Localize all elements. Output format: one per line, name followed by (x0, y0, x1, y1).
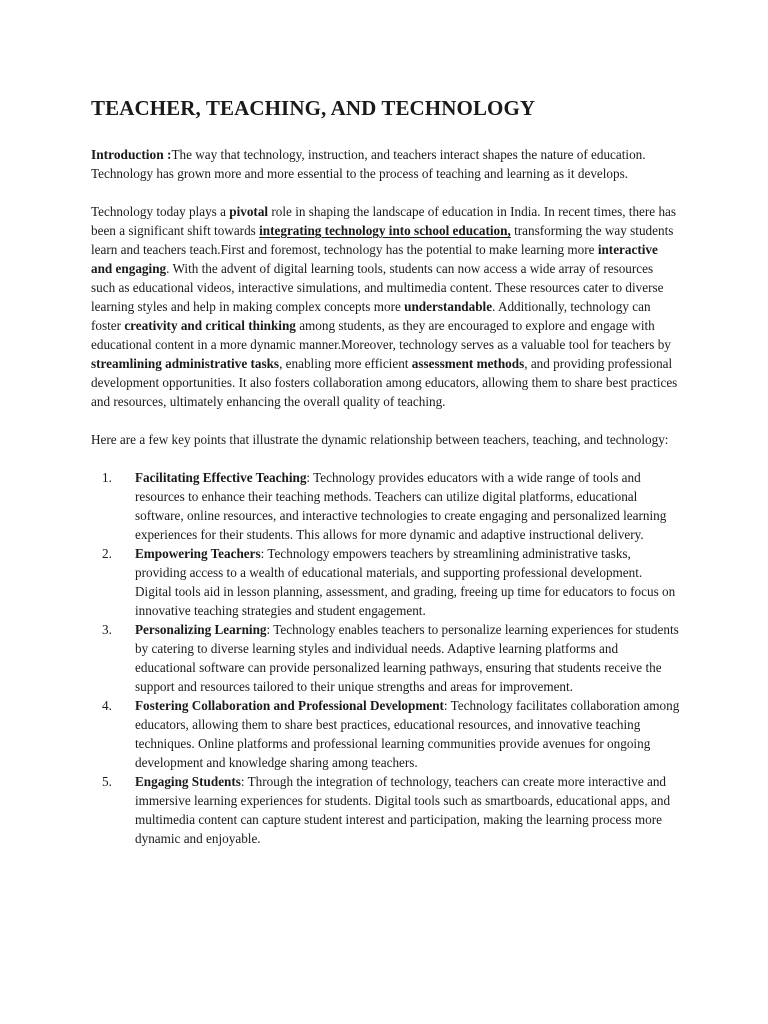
bold-term: assessment methods (411, 356, 525, 371)
text-run: Technology today plays a (91, 204, 230, 219)
bold-term: interactive and engaging (91, 242, 658, 276)
text-run: . With the advent of digital learning tools, students can now access a wide array of resources such as educational videos, interactive simulations, and multimedia content. These resources cater to diverse learning styles and help in making complex concepts more (91, 261, 664, 314)
document-title: TEACHER, TEACHING, AND TECHNOLOGY (91, 96, 536, 120)
text-run: , enabling more efficient (279, 356, 412, 371)
list-item-title: Fostering Collaboration and Professional Development (135, 698, 444, 713)
list-item-text: : Technology facilitates collaboration among educators, allowing them to share best practices, educational resources, and innovative teaching techniques. Online platforms and professional learning communities provide avenues for ongoing development and knowledge sharing among teachers. (135, 698, 680, 770)
intro-label: Introduction : (91, 147, 172, 162)
list-item-text: : Technology enables teachers to personalize learning experiences for students by catering to diverse learning styles and individual needs. Adaptive learning platforms and educational software can provide personalized learning pathways, ensuring that students receive the support and resources tailored to their unique strengths and areas for improvement. (135, 622, 679, 694)
list-item (91, 468, 680, 544)
list-item (91, 772, 680, 848)
underlined-term: integrating technology into school education, (259, 223, 511, 238)
list-item (91, 696, 680, 772)
list-number: 2. (102, 546, 112, 561)
text-run: transforming the way students learn and teachers teach.First and foremost, technology has the potential to make learning more (91, 223, 674, 257)
list-item-title: Facilitating Effective Teaching (135, 470, 307, 485)
key-points-intro: Here are a few key points that illustrate the dynamic relationship between teachers, teaching, and technology: (91, 432, 669, 447)
key-points-list (91, 468, 680, 848)
text-run: . Additionally, technology can foster (91, 299, 651, 333)
list-item-text: : Technology provides educators with a wide range of tools and resources to enhance their teaching methods. Teachers can utilize digital platforms, educational software, online resources, and interactive technologies to create engaging and personalized learning experiences for their students. This allows for more dynamic and adaptive instructional delivery. (135, 470, 667, 542)
list-number: 5. (102, 774, 112, 789)
technology-paragraph (91, 202, 680, 411)
list-number: 1. (102, 470, 112, 485)
list-item-title: Personalizing Learning (135, 622, 267, 637)
list-item (91, 544, 680, 620)
bold-term: streamlining administrative tasks (91, 356, 280, 371)
text-run: role in shaping the landscape of education in India. In recent times, there has been a significant shift towards (91, 204, 677, 238)
list-item (91, 620, 680, 696)
list-item-text: : Through the integration of technology, teachers can create more interactive and immersive learning experiences for students. Digital tools such as smartboards, educational apps, and multimedia content can capture student interest and participation, making the learning process more dynamic and enjoyable. (135, 774, 671, 846)
list-item-title: Engaging Students (135, 774, 241, 789)
text-run: , and providing professional development opportunities. It also fosters collaboration among educators, allowing them to share best practices and resources, ultimately enhancing the overall quality of teaching. (91, 356, 678, 409)
bold-term: understandable (404, 299, 493, 314)
bold-term: creativity and critical thinking (124, 318, 296, 333)
list-number: 4. (102, 698, 112, 713)
text-run: among students, as they are encouraged to explore and engage with educational content in a more dynamic manner.Moreover, technology serves as a valuable tool for teachers by (91, 318, 671, 352)
list-item-text: : Technology empowers teachers by streamlining administrative tasks, providing access to a wealth of educational materials, and supporting professional development. Digital tools aid in lesson planning, assessment, and grading, freeing up time for educators to focus on innovative teaching strategies and student engagement. (135, 546, 676, 618)
intro-paragraph (91, 145, 680, 183)
bold-term: pivotal (229, 204, 269, 219)
intro-text: The way that technology, instruction, and teachers interact shapes the nature of education. Technology has grown more and more essential to the process of teaching and learning as it develops. (91, 147, 646, 181)
list-item-title: Empowering Teachers (135, 546, 261, 561)
list-number: 3. (102, 622, 112, 637)
